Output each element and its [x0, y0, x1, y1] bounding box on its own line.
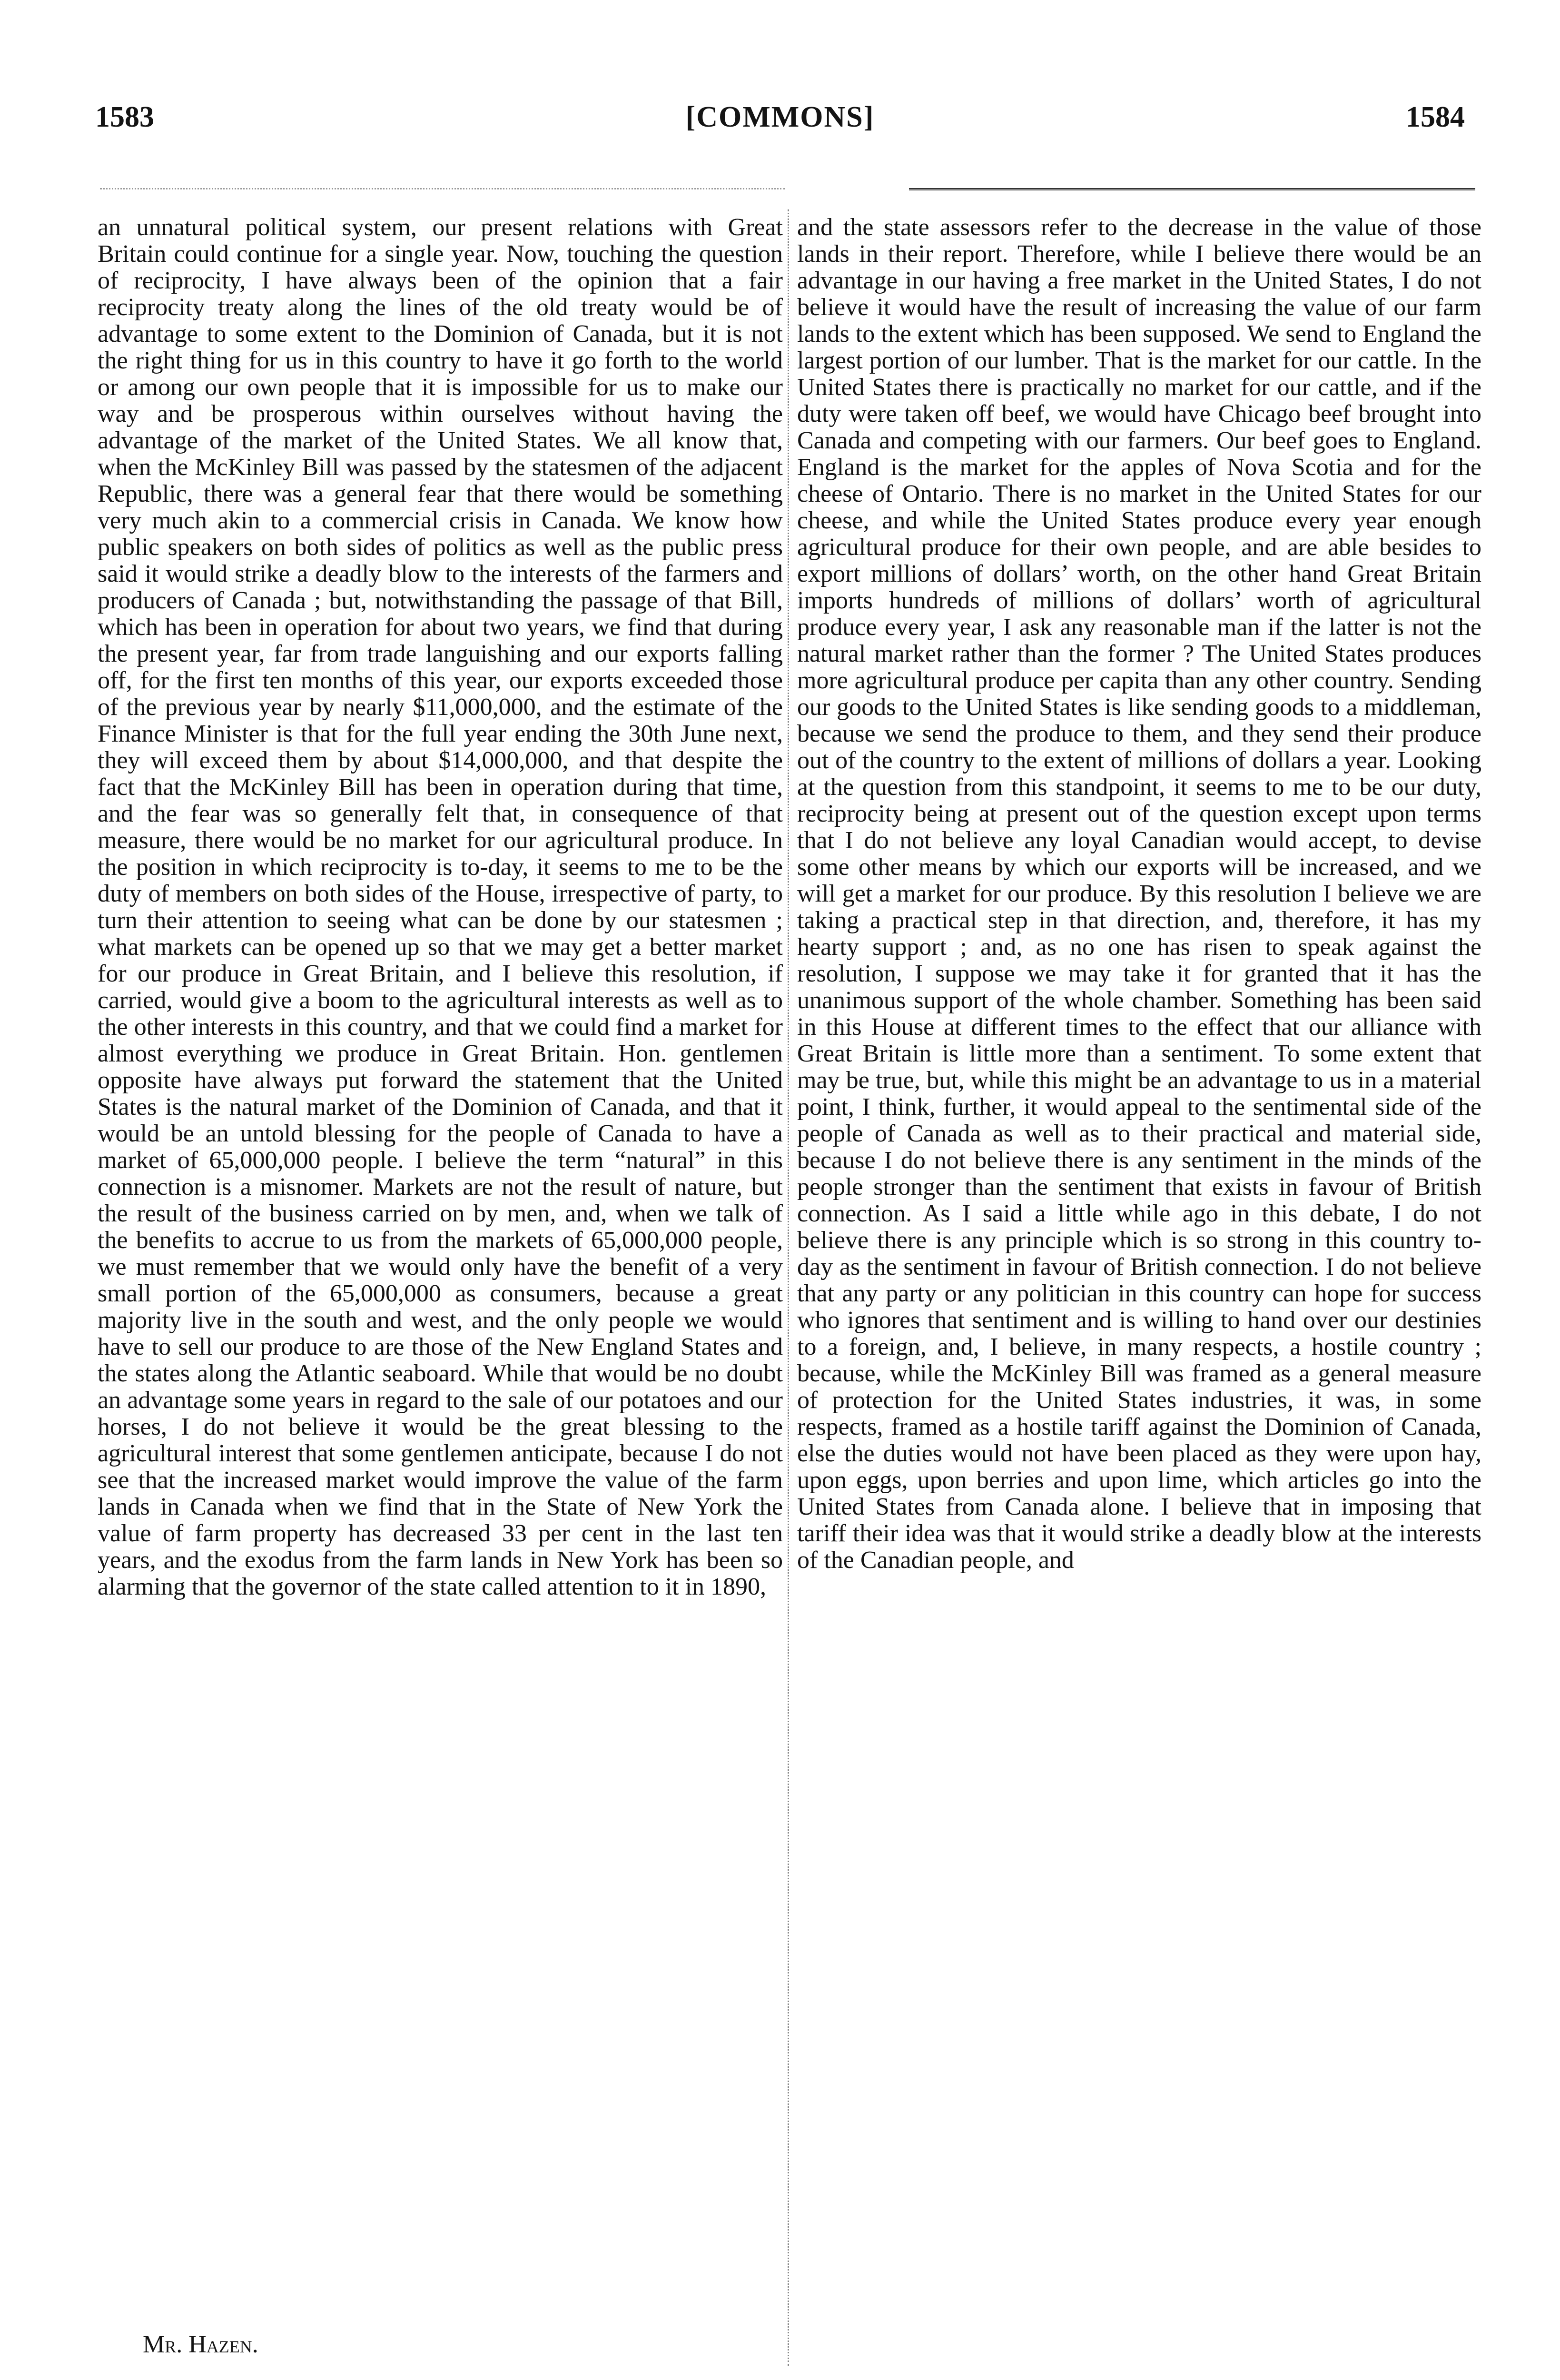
page-number-left: 1583 — [95, 101, 154, 133]
running-header-title: [COMMONS] — [685, 101, 875, 133]
column-left-text: an unnatural political system, our present relations with Great Britain could continue for a single year. Now, touching the question of reciprocity, I have always been of the opinion that a fair reciprocity treaty along the lines of the old treaty would be of advantage to some extent to the Dominion of Canada, but it is not the right thing for us in this country to have it go forth to the world or among our own people that it is impossible for us to make our way and be prosperous within ourselves without having the advantage of the market of the United States. We all know that, when the McKinley Bill was passed by the statesmen of the adjacent Republic, there was a general fear that there would be something very much akin to a commercial crisis in Canada. We know how public speakers on both sides of politics as well as the public press said it would strike a deadly blow to the interests of the farmers and producers of Canada ; but, notwithstanding the passage of that Bill, which has been in operation for about two years, we find that during the present year, far from trade languishing and our exports falling off, for the first ten months of this year, our exports exceeded those of the previous year by nearly $11,000,000, and the estimate of the Finance Minister is that for the full year ending the 30th June next, they will exceed them by about $14,000,000, and that despite the fact that the McKinley Bill has been in operation during that time, and the fear was so generally felt that, in consequence of that measure, there would be no market for our agricultural produce. In the position in which reciprocity is to-day, it seems to me to be the duty of members on both sides of the House, irrespective of party, to turn their attention to seeing what can be done by our statesmen ; what markets can be opened up so that we may get a better market for our produce in Great Britain, and I believe this resolution, if carried, would give a boom to the agricultural interests as well as to the other interests in this country, and that we could find a market for almost everything we produce in Great Britain. Hon. gentlemen opposite have always put forward the statement that the United States is the natural market of the Dominion of Canada, and that it would be an untold blessing for the people of Canada to have a market of 65,000,000 people. I believe the term “natural” in this connection is a misnomer. Markets are not the result of nature, but the result of the business carried on by men, and, when we talk of the benefits to accrue to us from the markets of 65,000,000 people, we must remember that we would only have the benefit of a very small portion of the 65,000,000 as consumers, because a great majority live in the south and west, and the only people we would have to sell our produce to are those of the New England States and the states along the Atlantic seaboard. While that would be no doubt an advantage some years in regard to the sale of our potatoes and our horses, I do not believe it would be the great blessing to the agricultural interest that some gentlemen anticipate, because I do not see that the increased market would improve the value of the farm lands in Canada when we find that in the State of New York the value of farm property has decreased 33 per cent in the last ten years, and the exodus from the farm lands in New York has been so alarming that the governor of the state called attention to it in 1890, — [98, 214, 783, 1600]
speaker-name: Mr. Hazen. — [143, 2331, 258, 2358]
text-column-left — [98, 214, 783, 1600]
text-column-right — [797, 214, 1481, 1574]
page-number-right: 1584 — [1406, 101, 1465, 133]
speaker-signature — [143, 2332, 258, 2357]
column-right-text: and the state assessors refer to the decrease in the value of those lands in their report. Therefore, while I believe there would be an advantage in our having a free market in the United States, I do not believe it would have the result of increasing the value of our farm lands to the extent which has been supposed. We send to England the largest portion of our lumber. That is the market for our cattle. In the United States there is practically no market for our cattle, and if the duty were taken off beef, we would have Chicago beef brought into Canada and competing with our farmers. Our beef goes to England. England is the market for the apples of Nova Scotia and for the cheese of Ontario. There is no market in the United States for our cheese, and while the United States produce every year enough agricultural produce for their own people, and are able besides to export millions of dollars’ worth, on the other hand Great Britain imports hundreds of millions of dollars’ worth of agricultural produce every year, I ask any reasonable man if the latter is not the natural market rather than the former ? The United States produces more agricultural produce per capita than any other country. Sending our goods to the United States is like sending goods to a middleman, because we send the produce to them, and they send their produce out of the country to the extent of millions of dollars a year. Looking at the question from this standpoint, it seems to me to be our duty, reciprocity being at present out of the question except upon terms that I do not believe any loyal Canadian would accept, to devise some other means by which our exports will be increased, and we will get a market for our produce. By this resolution I believe we are taking a practical step in that direction, and, therefore, it has my hearty support ; and, as no one has risen to speak against the resolution, I suppose we may take it for granted that it has the unanimous support of the whole chamber. Something has been said in this House at different times to the effect that our alliance with Great Britain is little more than a sentiment. To some extent that may be true, but, while this might be an advantage to us in a material point, I think, further, it would appeal to the sentimental side of the people of Canada as well as to their practical and material side, because I do not believe there is any sentiment in the minds of the people stronger than the sentiment that exists in favour of British connection. As I said a little while ago in this debate, I do not believe there is any principle which is so strong in this country to-day as the sentiment in favour of British connection. I do not believe that any party or any politician in this country can hope for success who ignores that sentiment and is willing to hand over our destinies to a foreign, and, I believe, in many respects, a hostile country ; because, while the McKinley Bill was framed as a general measure of protection for the United States industries, it was, in some respects, framed as a hostile tariff against the Dominion of Canada, else the duties would not have been placed as they were upon hay, upon eggs, upon berries and upon lime, which articles go into the United States from Canada alone. I believe that in imposing that tariff their idea was that it would strike a deadly blow at the interests of the Canadian people, and — [797, 214, 1481, 1574]
header-rule-right — [909, 188, 1475, 190]
header-rule-left — [100, 188, 785, 189]
column-divider — [788, 209, 789, 2366]
